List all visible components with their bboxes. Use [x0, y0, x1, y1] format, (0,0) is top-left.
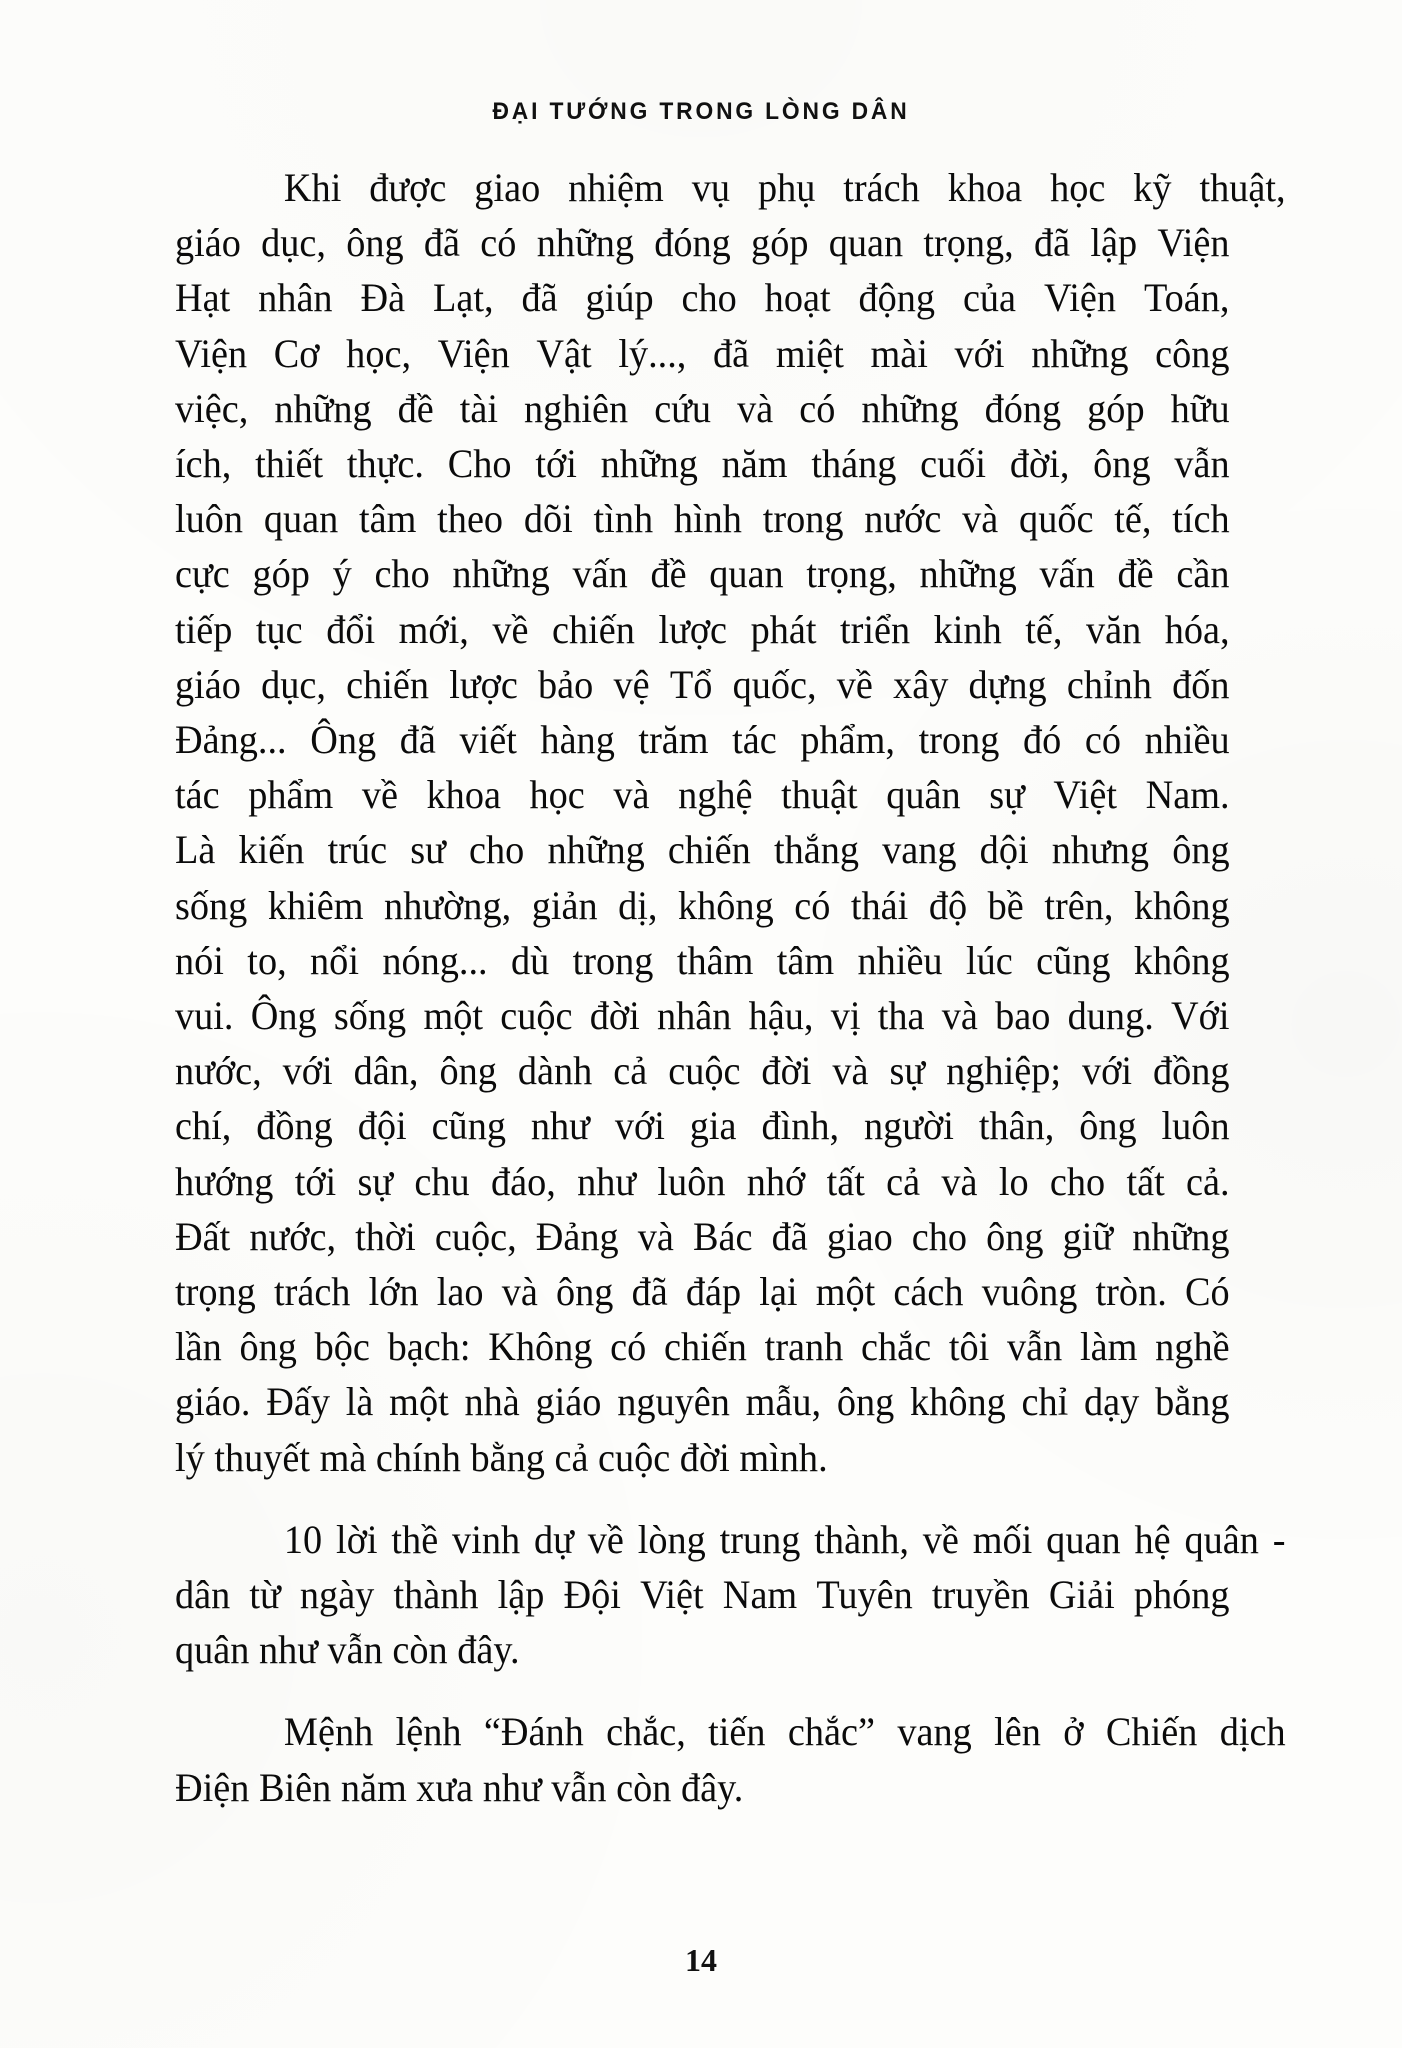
body-text-block	[175, 160, 1286, 1815]
text-line: Khi được giao nhiệm vụ phụ trách khoa học kỹ thuật,	[283, 165, 1286, 210]
text-line: Điện Biên năm xưa như vẫn còn đây.	[175, 1764, 744, 1810]
text-line: chí, đồng đội cũng như với gia đình, người thân, ông luôn	[175, 1103, 1230, 1149]
text-line: giáo dục, ông đã có những đóng góp quan trọng, đã lập Viện	[175, 220, 1230, 266]
paragraph-1	[175, 160, 1286, 1485]
text-line: trọng trách lớn lao và ông đã đáp lại một cách vuông tròn. Có	[175, 1269, 1230, 1315]
text-line: giáo. Đấy là một nhà giáo nguyên mẫu, ông không chỉ dạy bằng	[175, 1379, 1230, 1425]
text-line: vui. Ông sống một cuộc đời nhân hậu, vị tha và bao dung. Với	[175, 993, 1230, 1039]
text-line: 10 lời thề vinh dự về lòng trung thành, về mối quan hệ quân -	[283, 1516, 1286, 1562]
text-line: Hạt nhân Đà Lạt, đã giúp cho hoạt động của Viện Toán,	[175, 275, 1230, 321]
text-line: Mệnh lệnh “Đánh chắc, tiến chắc” vang lên ở Chiến dịch	[283, 1709, 1286, 1755]
text-line: Đảng... Ông đã viết hàng trăm tác phẩm, trong đó có nhiều	[175, 717, 1230, 763]
text-line: nói to, nổi nóng... dù trong thâm tâm nhiều lúc cũng không	[175, 937, 1230, 983]
text-line: ích, thiết thực. Cho tới những năm tháng cuối đời, ông vẫn	[175, 441, 1230, 487]
text-line: cực góp ý cho những vấn đề quan trọng, những vấn đề cần	[175, 551, 1230, 597]
paragraph-2	[175, 1512, 1286, 1678]
page-number: 14	[685, 1942, 717, 1978]
text-line: Viện Cơ học, Viện Vật lý..., đã miệt mài với những công	[175, 330, 1230, 376]
text-line: Đất nước, thời cuộc, Đảng và Bác đã giao cho ông giữ những	[175, 1213, 1230, 1259]
text-line: việc, những đề tài nghiên cứu và có những đóng góp hữu	[175, 385, 1230, 431]
text-line: tác phẩm về khoa học và nghệ thuật quân sự Việt Nam.	[175, 772, 1230, 818]
text-line: luôn quan tâm theo dõi tình hình trong nước và quốc tế, tích	[175, 496, 1230, 542]
running-head: ĐẠI TƯỚNG TRONG LÒNG DÂN	[492, 98, 910, 125]
text-line: giáo dục, chiến lược bảo vệ Tổ quốc, về xây dựng chỉnh đốn	[175, 661, 1230, 707]
text-line: lần ông bộc bạch: Không có chiến tranh chắc tôi vẫn làm nghề	[175, 1324, 1230, 1370]
text-line: dân từ ngày thành lập Đội Việt Nam Tuyên truyền Giải phóng	[175, 1572, 1230, 1618]
text-line: sống khiêm nhường, giản dị, không có thái độ bề trên, không	[175, 882, 1230, 928]
text-line: Là kiến trúc sư cho những chiến thắng vang dội nhưng ông	[175, 827, 1230, 873]
text-line: nước, với dân, ông dành cả cuộc đời và sự nghiệp; với đồng	[175, 1048, 1230, 1094]
paragraph-3	[175, 1704, 1286, 1814]
text-line: lý thuyết mà chính bằng cả cuộc đời mình.	[175, 1434, 828, 1480]
text-line: quân như vẫn còn đây.	[175, 1627, 520, 1673]
text-line: hướng tới sự chu đáo, như luôn nhớ tất cả và lo cho tất cả.	[175, 1158, 1230, 1204]
text-line: tiếp tục đổi mới, về chiến lược phát triển kinh tế, văn hóa,	[175, 606, 1230, 652]
